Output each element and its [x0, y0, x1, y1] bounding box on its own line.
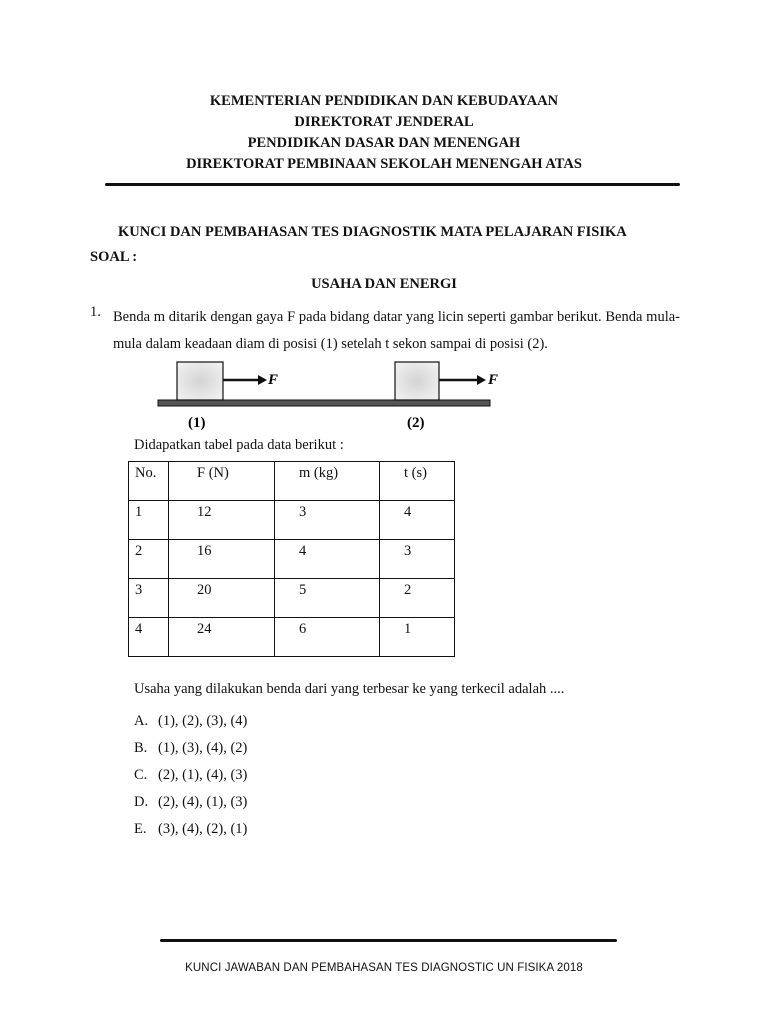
table-intro: Didapatkan tabel pada data berikut : — [134, 437, 344, 453]
table-cell: 16 — [169, 540, 275, 579]
option-text: (2), (1), (4), (3) — [158, 767, 248, 783]
header-force: F (N) — [169, 462, 275, 501]
table-cell: 2 — [129, 540, 169, 579]
option-letter: D. — [134, 794, 149, 810]
table-cell: 4 — [380, 501, 455, 540]
option-letter: C. — [134, 767, 148, 783]
answer-options — [134, 708, 247, 843]
table-cell: 1 — [380, 618, 455, 657]
physics-figure — [155, 358, 505, 438]
arrow-head-1 — [258, 375, 267, 385]
option-letter: A. — [134, 713, 149, 729]
question-prompt: Usaha yang dilakukan benda dari yang terbesar ke yang terkecil adalah .... — [134, 681, 565, 697]
table-row — [129, 540, 455, 579]
option-b — [134, 735, 247, 762]
option-letter: B. — [134, 740, 148, 756]
footer-divider — [160, 939, 617, 942]
table-cell: 3 — [129, 579, 169, 618]
option-text: (1), (2), (3), (4) — [158, 713, 248, 729]
position-label-2: (2) — [407, 415, 425, 431]
table-cell: 4 — [275, 540, 380, 579]
table-cell: 20 — [169, 579, 275, 618]
block-position-2 — [395, 362, 439, 400]
data-table — [128, 461, 455, 657]
ministry-header — [0, 91, 768, 175]
header-no: No. — [129, 462, 169, 501]
position-label-1: (1) — [188, 415, 206, 431]
table-cell: 2 — [380, 579, 455, 618]
option-letter: E. — [134, 821, 147, 837]
option-e — [134, 816, 247, 843]
header-time: t (s) — [380, 462, 455, 501]
block-position-1 — [177, 362, 223, 400]
soal-label: SOAL : — [90, 249, 138, 265]
table-row — [129, 618, 455, 657]
header-line-2: DIREKTORAT JENDERAL — [294, 114, 474, 130]
option-c — [134, 762, 247, 789]
table-cell: 5 — [275, 579, 380, 618]
question-number: 1. — [90, 304, 101, 320]
page-footer: KUNCI JAWABAN DAN PEMBAHASAN TES DIAGNOSTIC UN FISIKA 2018 — [185, 962, 583, 974]
question-text: Benda m ditarik dengan gaya F pada bidang datar yang licin seperti gambar berikut. Benda mula-mula dalam keadaan diam di posisi (1) setelah t sekon sampai di posisi (2). — [113, 309, 680, 352]
table-header-row — [129, 462, 455, 501]
header-line-3: PENDIDIKAN DASAR DAN MENENGAH — [247, 135, 521, 151]
document-title: KUNCI DAN PEMBAHASAN TES DIAGNOSTIK MATA PELAJARAN FISIKA — [118, 224, 627, 240]
option-text: (1), (3), (4), (2) — [158, 740, 248, 756]
option-text: (2), (4), (1), (3) — [158, 794, 248, 810]
floor-surface — [158, 400, 490, 406]
arrow-head-2 — [477, 375, 486, 385]
table-cell: 3 — [380, 540, 455, 579]
table-cell: 1 — [129, 501, 169, 540]
header-divider — [105, 183, 680, 186]
table-cell: 4 — [129, 618, 169, 657]
table-row — [129, 579, 455, 618]
table-cell: 12 — [169, 501, 275, 540]
topic-heading: USAHA DAN ENERGI — [311, 276, 457, 292]
header-line-1: KEMENTERIAN PENDIDIKAN DAN KEBUDAYAAN — [209, 93, 559, 109]
option-a — [134, 708, 247, 735]
header-line-4: DIREKTORAT PEMBINAAN SEKOLAH MENENGAH ATAS — [186, 156, 582, 172]
table-cell: 3 — [275, 501, 380, 540]
table-cell: 6 — [275, 618, 380, 657]
force-label-2: F — [488, 372, 499, 388]
header-mass: m (kg) — [275, 462, 380, 501]
force-label-1: F — [268, 372, 279, 388]
option-d — [134, 789, 247, 816]
table-cell: 24 — [169, 618, 275, 657]
option-text: (3), (4), (2), (1) — [158, 821, 248, 837]
table-row — [129, 501, 455, 540]
